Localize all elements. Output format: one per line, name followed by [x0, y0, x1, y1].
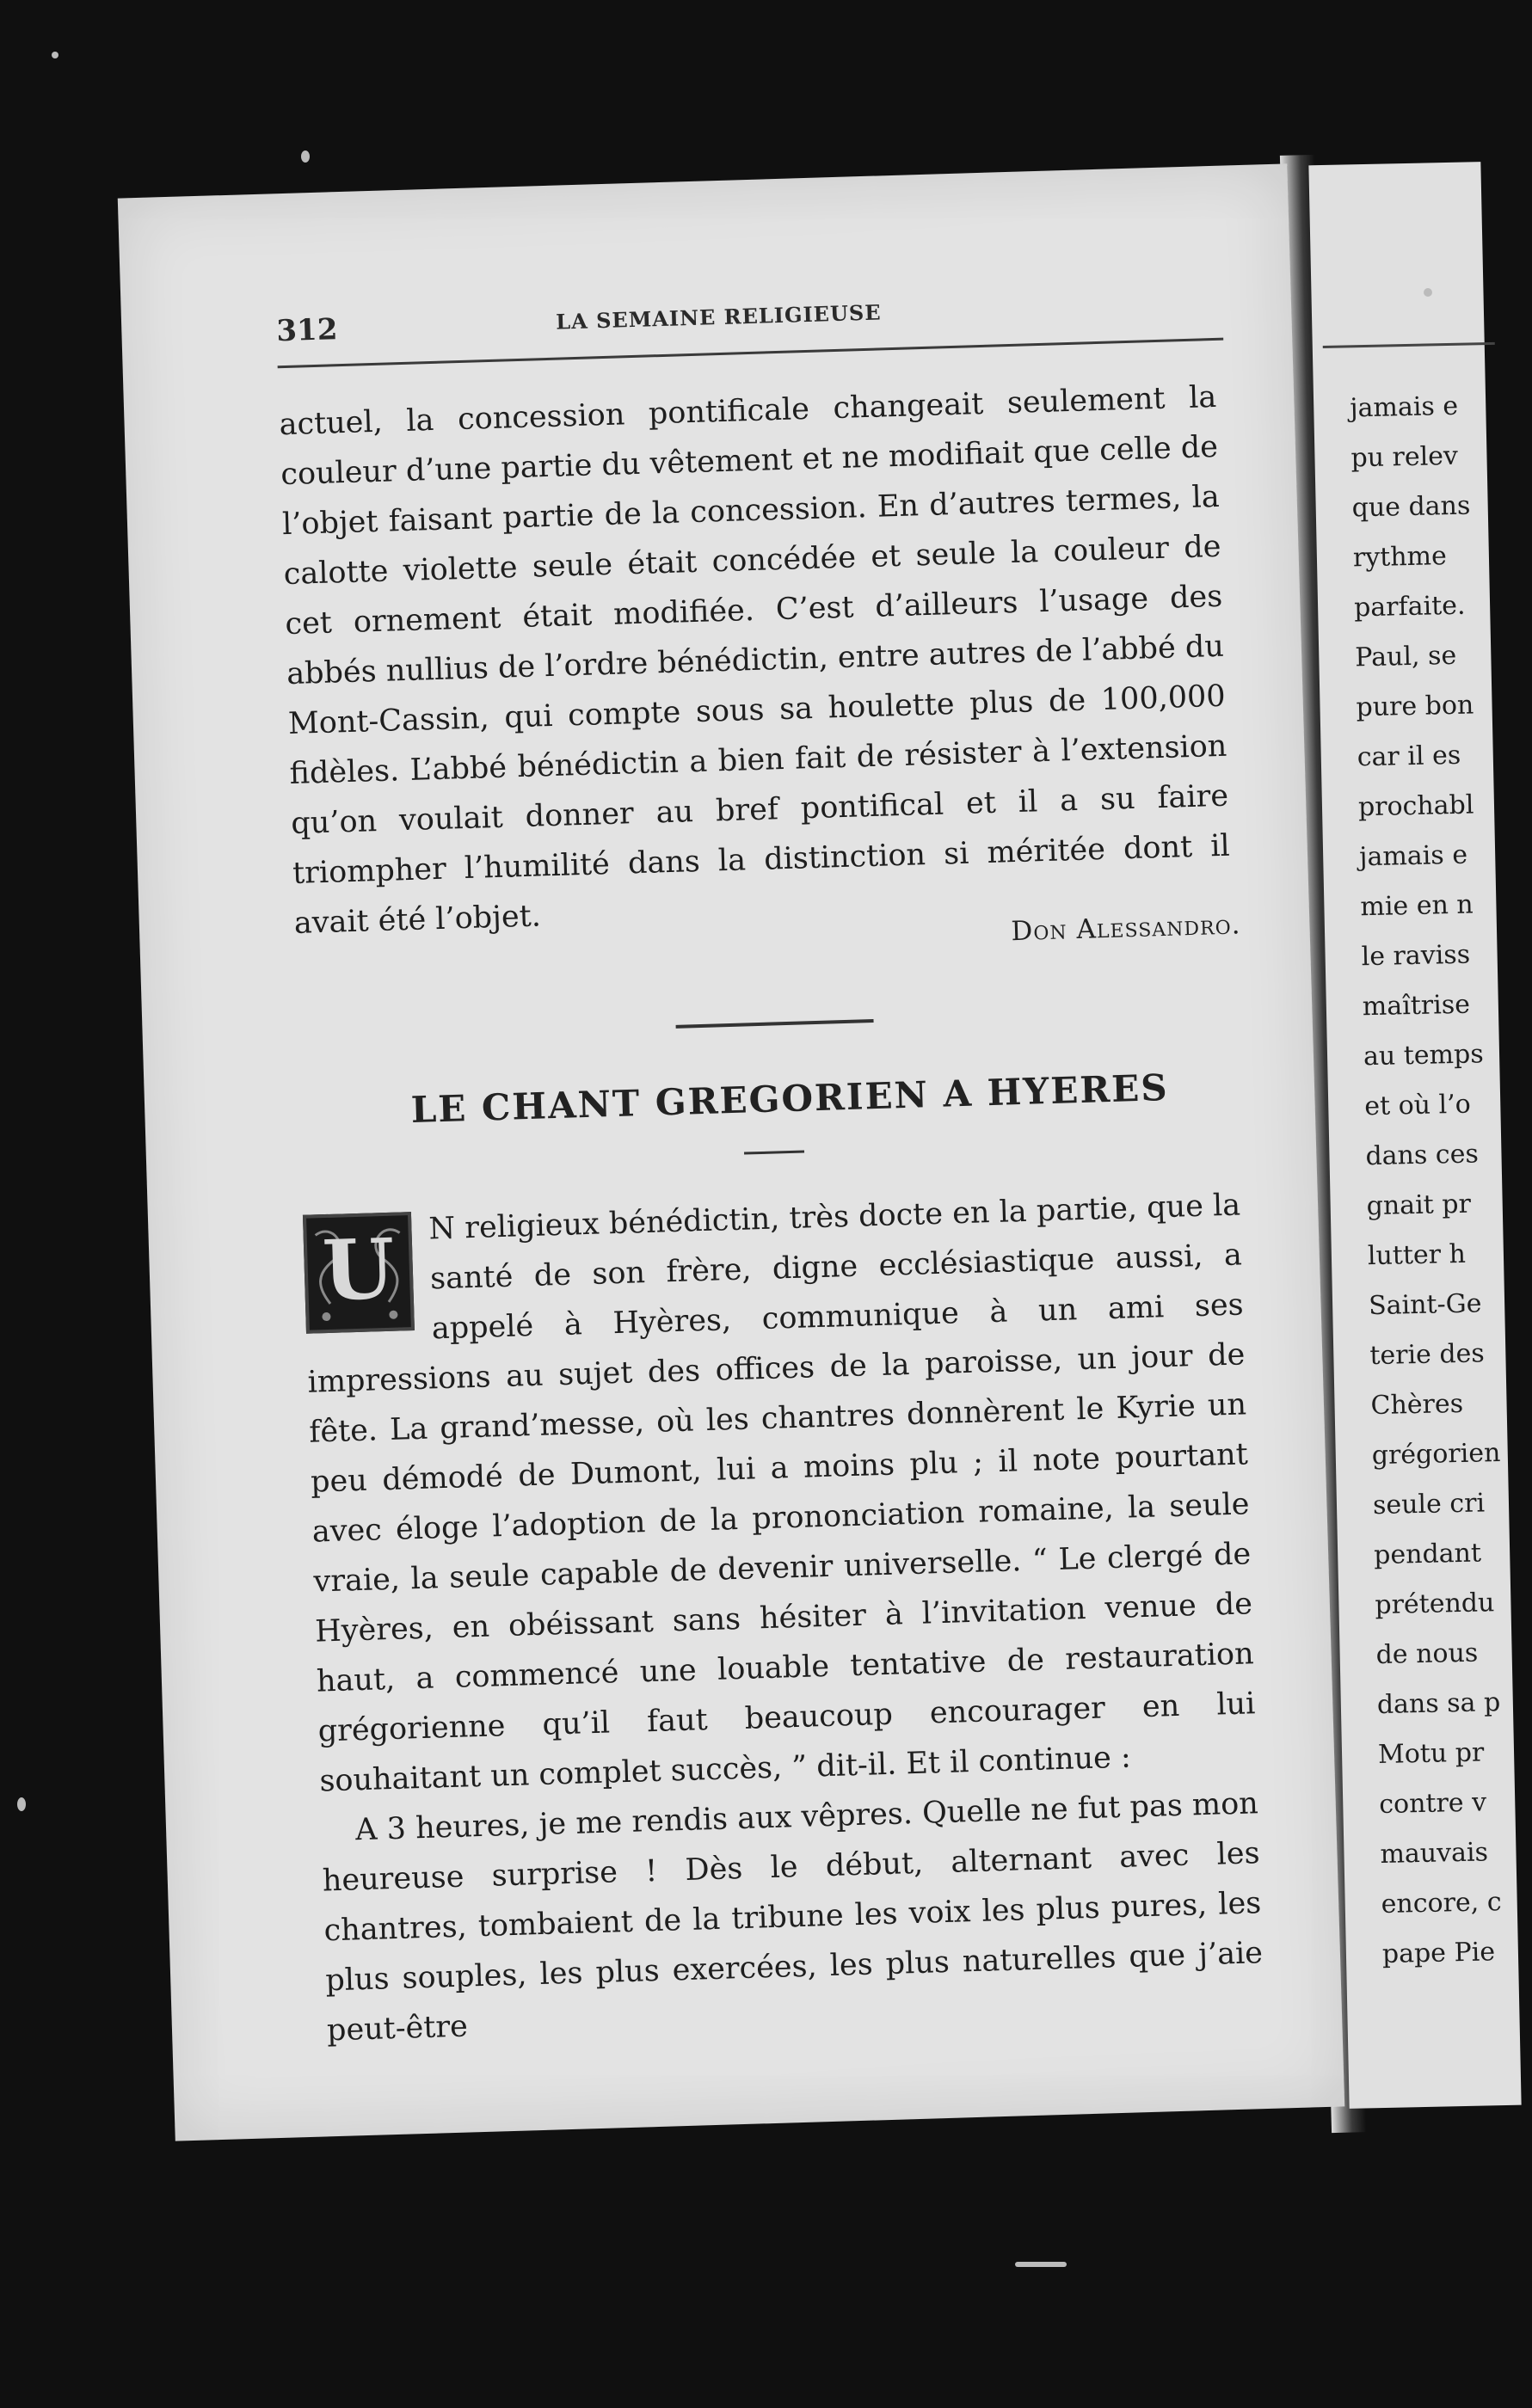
right-line: gnait pr	[1366, 1189, 1472, 1222]
right-line: grégorien	[1371, 1438, 1501, 1471]
right-line: parfaite.	[1353, 590, 1466, 624]
film-speck	[17, 1797, 26, 1811]
right-header-rule	[1323, 342, 1495, 348]
right-line: de nous	[1375, 1637, 1479, 1671]
previous-article-text	[279, 372, 1232, 949]
header-rule	[278, 338, 1224, 369]
film-speck	[301, 150, 310, 163]
page-number: 312	[275, 312, 338, 349]
right-line: pure bon	[1356, 690, 1474, 723]
section-divider	[676, 1019, 874, 1029]
right-line: le raviss	[1361, 939, 1471, 973]
right-page-lines	[1350, 381, 1511, 1980]
right-line: maîtrise	[1362, 989, 1471, 1023]
right-line: mauvais	[1380, 1837, 1489, 1870]
right-line: au temps	[1363, 1039, 1485, 1072]
ornamental-drop-cap	[303, 1212, 415, 1334]
right-line: terie des	[1369, 1338, 1486, 1372]
right-line: encore, c	[1381, 1887, 1502, 1920]
right-line: Chères	[1370, 1388, 1464, 1422]
article-paragraph-2: A 3 heures, je me rendis aux vêpres. Quelle ne fut pas mon heureuse surprise ! Dès le début, alternant avec les chantres, tombaient de la tribune les voix les plus pures, les plus souples, les plus exercées, les plus naturelles que j’aie peut-être	[322, 1786, 1264, 2049]
right-line: prochabl	[1357, 789, 1474, 823]
right-line: prétendu	[1375, 1588, 1495, 1621]
right-line: que dans	[1351, 490, 1471, 524]
running-title: LA SEMAINE RELIGIEUSE	[555, 299, 882, 335]
right-line: Saint-Ge	[1368, 1288, 1482, 1322]
running-head	[275, 285, 1258, 365]
right-line: jamais e	[1358, 839, 1468, 873]
right-line: et où l’o	[1363, 1089, 1472, 1122]
film-speck	[52, 52, 58, 58]
right-line: dans ces	[1365, 1139, 1480, 1172]
article-paragraph-1: N religieux bénédictin, très docte en la partie, que la santé de son frère, digne ecclésiastique aussi, a appelé à Hyères, communique à un ami ses impressions au sujet des offices de la paroisse, un jour de fête. La grand’messe, où les chantres donnèrent le Kyrie un peu démodé de Dumont, lui a moins plu ; il note pourtant avec éloge l’adoption de la prononciation romaine, la seule vraie, la seule capable de devenir universelle. “ Le clergé de Hyères, en obéissant sans hésiter à l’invitation venue de haut, a commencé une louable tentative de restauration grégorienne qu’il faut beaucoup encourager en lui souhaitant un complet succès, ” dit-il. Et il continue :	[307, 1188, 1256, 1799]
film-speck	[1424, 288, 1432, 297]
right-line: lutter h	[1367, 1238, 1467, 1272]
left-page	[118, 163, 1344, 2141]
article-body	[303, 1180, 1265, 2055]
title-divider	[744, 1150, 804, 1154]
right-line: mie en n	[1360, 889, 1474, 923]
author-signature: Don Alessandro.	[1010, 909, 1241, 948]
drop-cap-letter: U	[321, 1219, 397, 1320]
right-line: pendant	[1373, 1538, 1482, 1571]
right-line: seule cri	[1372, 1488, 1486, 1521]
right-line: dans sa p	[1376, 1687, 1501, 1721]
right-line: pu relev	[1350, 440, 1459, 474]
previous-article-paragraph: actuel, la concession pontificale changeait seulement la couleur d’une partie du vêtement et ne modifiait que celle de l’objet faisant partie de la concession. En d’autres termes, la calotte violette seule était concédée et seule la couleur de cet ornement était modifiée. C’est d’ailleurs l’usage des abbés nullius de l’ordre bénédictin, entre autres de l’abbé du Mont-Cassin, qui compte sous sa houlette plus de 100,000 fidèles. L’abbé bénédictin a bien fait de résister à l’extension qu’on voulait donner au bref pontifical et il a su faire triompher l’humilité dans la distinction si méritée dont il avait été l’objet.	[279, 379, 1231, 941]
article-title: LE CHANT GREGORIEN A HYERES	[410, 1066, 1170, 1132]
right-line: car il es	[1357, 740, 1461, 773]
right-line: Paul, se	[1354, 640, 1457, 673]
right-line: jamais e	[1349, 390, 1459, 424]
film-speck	[1015, 2262, 1067, 2267]
right-line: pape Pie	[1381, 1937, 1496, 1970]
right-line: rythme	[1352, 541, 1448, 574]
right-line: Motu pr	[1377, 1737, 1485, 1771]
right-line: contre v	[1378, 1787, 1487, 1821]
